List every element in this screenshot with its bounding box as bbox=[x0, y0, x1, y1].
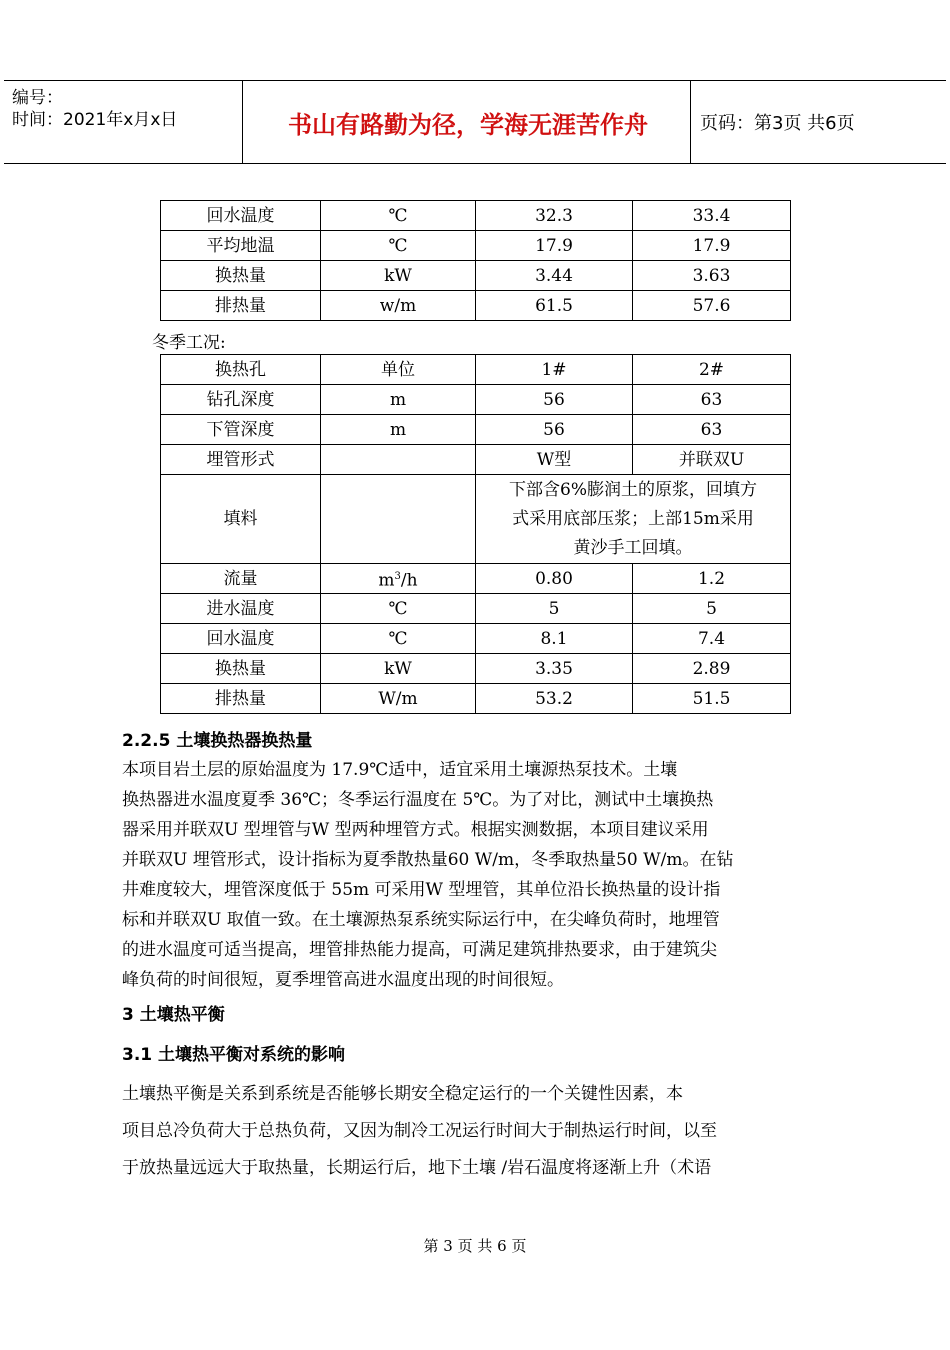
table-row bbox=[161, 415, 791, 445]
table-cell: 2.89 bbox=[633, 654, 791, 684]
table-cell: 56 bbox=[476, 415, 633, 445]
summer-table bbox=[160, 200, 791, 321]
table-cell: 5 bbox=[633, 594, 791, 624]
table-header-cell: 1# bbox=[476, 355, 633, 385]
flow-unit-cell bbox=[321, 564, 476, 594]
table-cell: 下管深度 bbox=[161, 415, 321, 445]
table-cell: kW bbox=[321, 261, 476, 291]
paragraph-line: 于放热量远远大于取热量，长期运行后，地下土壤 /岩石温度将逐渐上升（术语 bbox=[122, 1158, 712, 1178]
table-cell: 3.44 bbox=[476, 261, 633, 291]
table-cell: 排热量 bbox=[161, 291, 321, 321]
paragraph-3-1 bbox=[122, 1076, 830, 1187]
page-header bbox=[4, 80, 946, 164]
winter-table bbox=[160, 354, 791, 714]
table-cell: 排热量 bbox=[161, 684, 321, 714]
table-cell: 7.4 bbox=[633, 624, 791, 654]
header-page-label: 页码：第3页 共6页 bbox=[700, 113, 855, 134]
table-cell: 换热量 bbox=[161, 261, 321, 291]
table-row bbox=[161, 231, 791, 261]
table-cell: 并联双U bbox=[633, 445, 791, 475]
table-cell: W/m bbox=[321, 684, 476, 714]
table-header-row bbox=[161, 355, 791, 385]
table-cell: ℃ bbox=[321, 594, 476, 624]
table-row bbox=[161, 594, 791, 624]
table-cell: 51.5 bbox=[633, 684, 791, 714]
table-cell: 进水温度 bbox=[161, 594, 321, 624]
paragraph-line: 标和并联双U 取值一致。在土壤源热泵系统实际运行中，在尖峰负荷时，地埋管 bbox=[122, 910, 720, 930]
table-row bbox=[161, 654, 791, 684]
table-cell: 63 bbox=[633, 415, 791, 445]
unit-superscript: 3 bbox=[394, 570, 401, 582]
table-cell: 61.5 bbox=[476, 291, 633, 321]
page-footer: 第 3 页 共 6 页 bbox=[423, 1237, 527, 1255]
paragraph-line: 井难度较大，埋管深度低于 55m 可采用W 型埋管，其单位沿长换热量的设计指 bbox=[122, 880, 721, 900]
fill-description-cell bbox=[476, 475, 791, 564]
table-cell: 钻孔深度 bbox=[161, 385, 321, 415]
table-cell: 56 bbox=[476, 385, 633, 415]
table-row bbox=[161, 261, 791, 291]
table-cell: W型 bbox=[476, 445, 633, 475]
table-cell: 32.3 bbox=[476, 201, 633, 231]
table-header-cell: 2# bbox=[633, 355, 791, 385]
table-cell: kW bbox=[321, 654, 476, 684]
table-cell: ℃ bbox=[321, 231, 476, 261]
table-row bbox=[161, 445, 791, 475]
fill-line: 式采用底部压浆；上部15m采用 bbox=[512, 508, 754, 529]
table-cell: 换热量 bbox=[161, 654, 321, 684]
table-cell: 8.1 bbox=[476, 624, 633, 654]
table-row bbox=[161, 624, 791, 654]
table-cell: 5 bbox=[476, 594, 633, 624]
table-cell: 3.63 bbox=[633, 261, 791, 291]
table-cell: 1.2 bbox=[633, 564, 791, 594]
paragraph-line: 本项目岩土层的原始温度为 17.9℃适中，适宜采用土壤源热泵技术。土壤 bbox=[122, 760, 678, 780]
table-cell: 63 bbox=[633, 385, 791, 415]
table-cell: 流量 bbox=[161, 564, 321, 594]
table-cell: 回水温度 bbox=[161, 624, 321, 654]
table-row bbox=[161, 291, 791, 321]
paragraph-line: 的进水温度可适当提高，埋管排热能力提高，可满足建筑排热要求，由于建筑尖 bbox=[122, 940, 717, 960]
header-divider bbox=[242, 81, 243, 163]
table-cell: 17.9 bbox=[633, 231, 791, 261]
table-cell: ℃ bbox=[321, 624, 476, 654]
table-row bbox=[161, 201, 791, 231]
fill-line: 下部含6%膨润土的原浆，回填方 bbox=[509, 479, 757, 500]
paragraph-line: 器采用并联双U 型埋管与W 型两种埋管方式。根据实测数据，本项目建议采用 bbox=[122, 820, 709, 840]
table-row bbox=[161, 564, 791, 594]
table-cell: m bbox=[321, 385, 476, 415]
section-heading-3-1: 3.1 土壤热平衡对系统的影响 bbox=[122, 1045, 346, 1065]
header-meta bbox=[12, 87, 242, 131]
table-cell: 回水温度 bbox=[161, 201, 321, 231]
winter-condition-label: 冬季工况: bbox=[152, 333, 226, 353]
table-cell: m bbox=[321, 415, 476, 445]
table-cell: ℃ bbox=[321, 201, 476, 231]
table-cell bbox=[321, 475, 476, 564]
section-heading-2-2-5: 2.2.5 土壤换热器换热量 bbox=[122, 731, 313, 751]
table-cell: 53.2 bbox=[476, 684, 633, 714]
table-cell bbox=[321, 445, 476, 475]
table-cell: 埋管形式 bbox=[161, 445, 321, 475]
paragraph-line: 土壤热平衡是关系到系统是否能够长期安全稳定运行的一个关键性因素，本 bbox=[122, 1084, 683, 1104]
table-cell: 平均地温 bbox=[161, 231, 321, 261]
table-cell: 3.35 bbox=[476, 654, 633, 684]
paragraph-line: 项目总冷负荷大于总热负荷，又因为制冷工况运行时间大于制热运行时间，以至 bbox=[122, 1121, 717, 1141]
doc-number-label: 编号： bbox=[12, 88, 63, 108]
paragraph-line: 并联双U 埋管形式，设计指标为夏季散热量60 W/m，冬季取热量50 W/m。在钻 bbox=[122, 850, 734, 870]
table-cell: w/m bbox=[321, 291, 476, 321]
unit-tail: /h bbox=[400, 570, 418, 591]
paragraph-line: 换热器进水温度夏季 36℃；冬季运行温度在 5℃。为了对比，测试中土壤换热 bbox=[122, 790, 714, 810]
table-cell: 17.9 bbox=[476, 231, 633, 261]
table-row-fill bbox=[161, 475, 791, 564]
table-cell: 填料 bbox=[161, 475, 321, 564]
table-header-cell: 单位 bbox=[321, 355, 476, 385]
section-heading-3: 3 土壤热平衡 bbox=[122, 1005, 225, 1025]
header-motto: 书山有路勤为径，学海无涯苦作舟 bbox=[288, 110, 648, 139]
doc-time-label: 时间：2021年x月x日 bbox=[12, 110, 178, 130]
table-cell: 57.6 bbox=[633, 291, 791, 321]
paragraph-line: 峰负荷的时间很短，夏季埋管高进水温度出现的时间很短。 bbox=[122, 970, 564, 990]
table-header-cell: 换热孔 bbox=[161, 355, 321, 385]
table-cell: 33.4 bbox=[633, 201, 791, 231]
table-cell: 0.80 bbox=[476, 564, 633, 594]
table-row bbox=[161, 385, 791, 415]
unit-base: m bbox=[378, 570, 395, 591]
paragraph-2-2-5 bbox=[122, 755, 830, 995]
table-row bbox=[161, 684, 791, 714]
fill-line: 黄沙手工回填。 bbox=[573, 537, 693, 558]
